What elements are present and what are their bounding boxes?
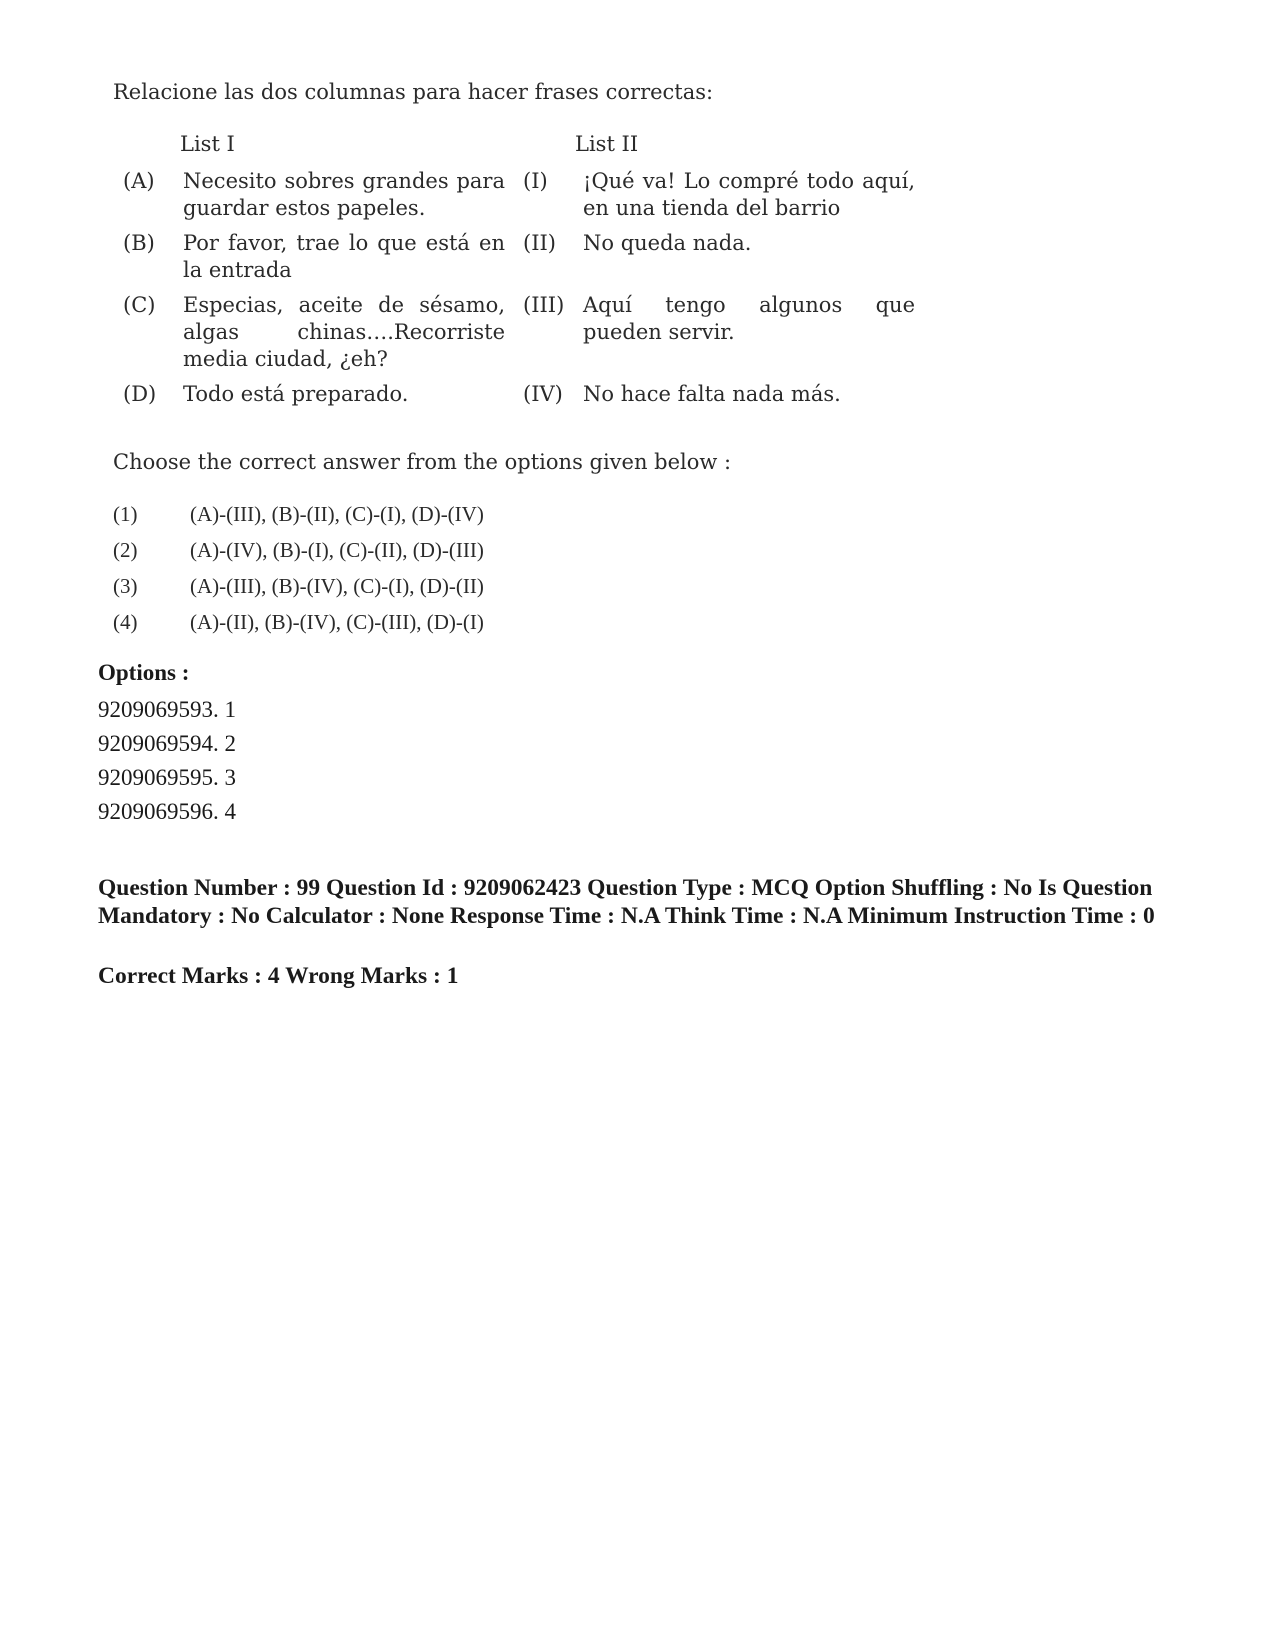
left-text-line-3: media ciudad, ¿eh? bbox=[183, 347, 388, 371]
options-title: Options : bbox=[98, 660, 190, 685]
answer-option-text: (A)-(II), (B)-(IV), (C)-(III), (D)-(I) bbox=[190, 610, 484, 634]
choose-prompt: Choose the correct answer from the options given below : bbox=[113, 450, 732, 474]
answer-option-text: (A)-(III), (B)-(IV), (C)-(I), (D)-(II) bbox=[190, 574, 484, 598]
answer-option-number: (4) bbox=[113, 610, 138, 634]
option-item-3: 9209069595. 3 bbox=[98, 765, 236, 790]
left-label: (C) bbox=[123, 293, 156, 317]
right-text-line-1: Aquí tengo algunos que bbox=[583, 293, 915, 317]
answer-option-number: (1) bbox=[113, 502, 138, 526]
left-text-line-1: Especias, aceite de sésamo, bbox=[183, 293, 505, 317]
right-text: No queda nada. bbox=[583, 231, 752, 255]
right-label: (III) bbox=[523, 293, 565, 317]
left-label: (B) bbox=[123, 231, 155, 255]
right-label: (I) bbox=[523, 169, 548, 193]
answer-option-number: (3) bbox=[113, 574, 138, 598]
list-2-header: List II bbox=[575, 132, 639, 156]
right-text: No hace falta nada más. bbox=[583, 382, 841, 406]
right-label: (II) bbox=[523, 231, 556, 255]
answer-option-text: (A)-(III), (B)-(II), (C)-(I), (D)-(IV) bbox=[190, 502, 484, 526]
option-item-1: 9209069593. 1 bbox=[98, 697, 236, 722]
question-image bbox=[0, 0, 1275, 660]
question-metadata: Question Number : 99 Question Id : 9209062423 Question Type : MCQ Option Shuffling : No Is Question Mandatory : No Calculator : None Response Time : N.A Think Time : N.A Minimum Instruction Time : 0 bbox=[98, 875, 1155, 929]
left-text: Necesito sobres grandes para guardar estos papeles. bbox=[183, 169, 505, 220]
question-marks: Correct Marks : 4 Wrong Marks : 1 bbox=[98, 963, 459, 989]
right-text-line-2: pueden servir. bbox=[583, 320, 735, 344]
question-instruction: Relacione las dos columnas para hacer frases correctas: bbox=[113, 80, 714, 104]
right-text: ¡Qué va! Lo compré todo aquí, en una tienda del barrio bbox=[583, 169, 915, 220]
left-text: Por favor, trae lo que está en la entrada bbox=[183, 231, 505, 282]
left-text-line-2: algas chinas….Recorriste bbox=[183, 320, 505, 344]
answer-option-text: (A)-(IV), (B)-(I), (C)-(II), (D)-(III) bbox=[190, 538, 484, 562]
left-label: (A) bbox=[123, 169, 155, 193]
option-item-4: 9209069596. 4 bbox=[98, 799, 236, 824]
answer-option-number: (2) bbox=[113, 538, 138, 562]
list-1-header: List I bbox=[180, 132, 235, 156]
left-text: Todo está preparado. bbox=[183, 382, 409, 406]
left-label: (D) bbox=[123, 382, 157, 406]
option-item-2: 9209069594. 2 bbox=[98, 731, 236, 756]
right-label: (IV) bbox=[523, 382, 563, 406]
